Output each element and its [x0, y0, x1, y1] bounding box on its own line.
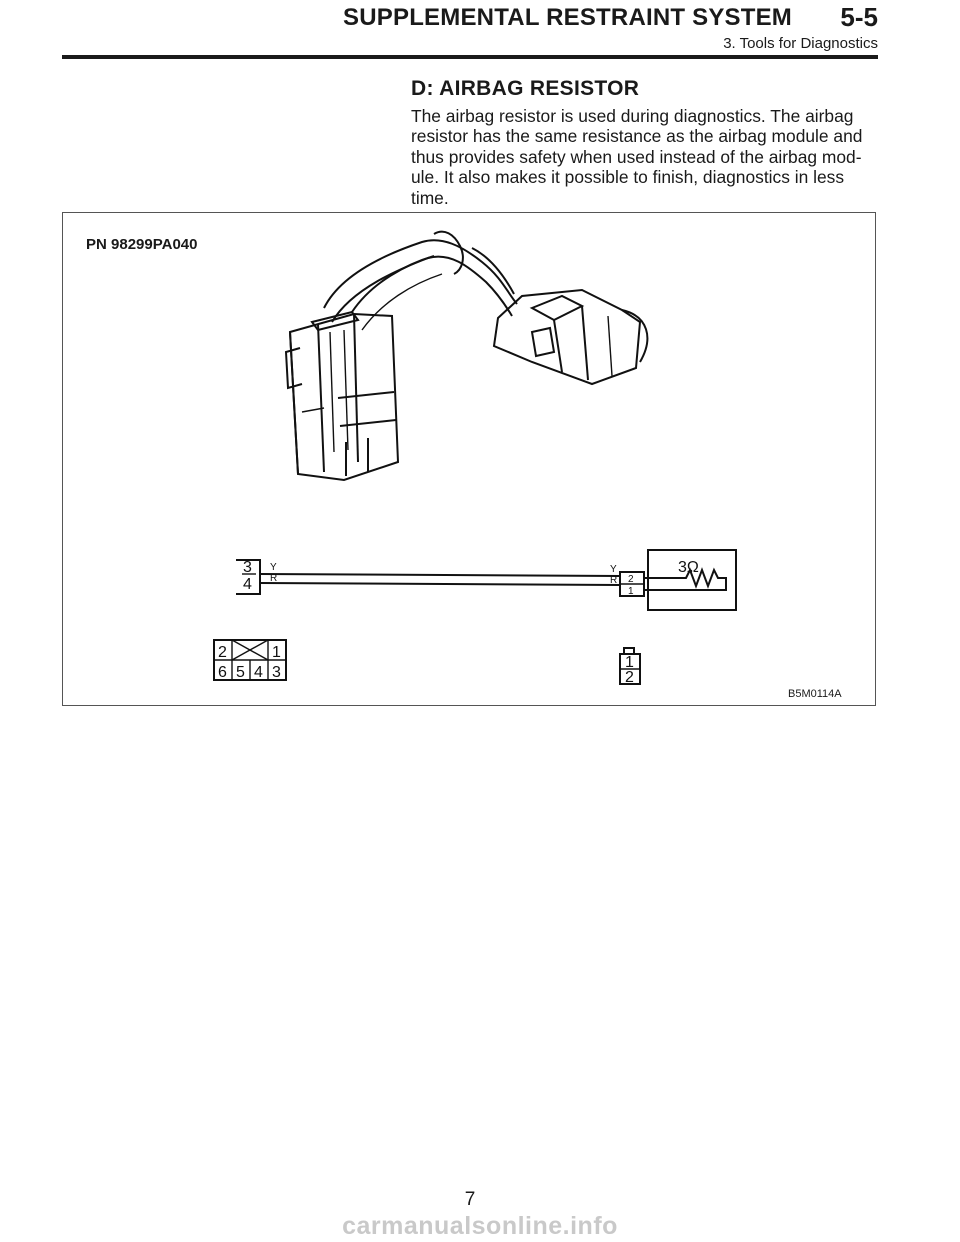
six-pin-connector-face — [214, 640, 286, 681]
part-number-label: PN 98299PA040 — [86, 236, 198, 253]
right-wire-label-y: Y — [610, 564, 617, 575]
left-wire-label-y: Y — [270, 562, 277, 573]
two-pin-connector-drawing — [494, 290, 647, 384]
chapter-title: SUPPLEMENTAL RESTRAINT SYSTEM — [343, 4, 792, 31]
face-pin-6: 6 — [218, 664, 227, 681]
left-wire-label-r: R — [270, 573, 278, 584]
right-pin-1: 1 — [628, 586, 634, 597]
right-pin-2: 2 — [628, 574, 634, 585]
left-pin-4: 4 — [243, 576, 252, 593]
chapter-subtitle: 3. Tools for Diagnostics — [723, 35, 878, 52]
schematic-right-connector — [610, 564, 644, 597]
two-pin-face-2: 2 — [625, 669, 634, 686]
section-body-text: The airbag resistor is used during diagnostics. The airbag resistor has the same resistance as the airbag module and thus provides safety when used instead of the airbag mod- ule. It also makes it possible to finish, diagnostics in less time. — [411, 106, 863, 208]
page-number: 7 — [464, 1189, 476, 1210]
schematic-wires — [260, 574, 620, 585]
face-pin-3: 3 — [272, 664, 281, 681]
resistor-box — [644, 550, 736, 610]
right-wire-label-r: R — [610, 575, 618, 586]
two-pin-face-1: 1 — [625, 654, 634, 671]
section-heading: D: AIRBAG RESISTOR — [411, 77, 640, 100]
airbag-resistor-illustration — [62, 212, 876, 706]
two-pin-connector-face — [620, 648, 640, 686]
face-pin-2: 2 — [218, 644, 227, 661]
figure-id: B5M0114A — [788, 688, 842, 700]
left-pin-3: 3 — [243, 559, 252, 576]
face-pin-5: 5 — [236, 664, 245, 681]
resistance-label: 3Ω — [678, 559, 699, 576]
six-pin-connector-drawing — [286, 312, 398, 480]
watermark: carmanualsonline.info — [342, 1212, 618, 1240]
header-rule — [62, 55, 878, 59]
section-number: 5-5 — [840, 2, 878, 32]
face-pin-4: 4 — [254, 664, 263, 681]
schematic-left-connector — [236, 559, 277, 594]
face-pin-1: 1 — [272, 644, 281, 661]
